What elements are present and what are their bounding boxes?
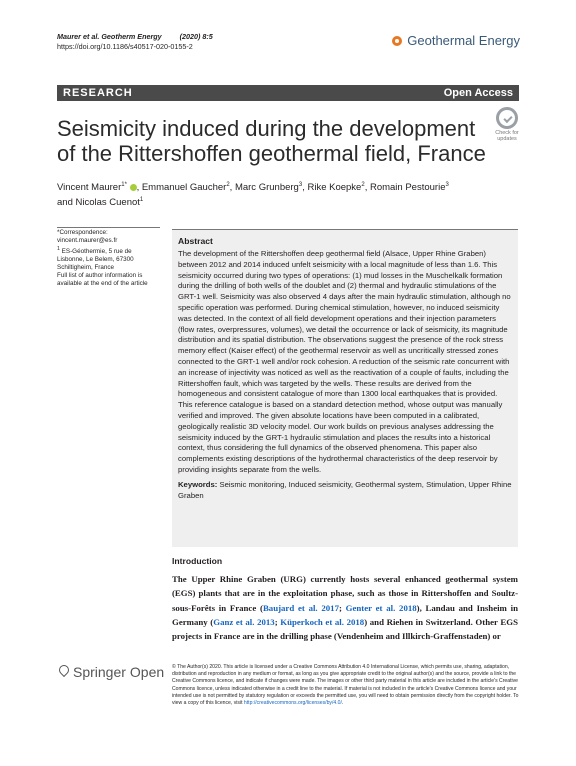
springer-horse-icon: [57, 665, 69, 679]
abstract-text: The development of the Rittershoffen deep geothermal field (Alsace, Upper Rhine Graben) between 2012 and 2014 induced unfelt seismicity with a local magnitude of less than 1.6. This seismicity occurred during two types of operations: (1) mud losses in the Muschelkalk formation during the drilling of both wells of the doublet and (2) thermal and hydraulic stimulations of the GRT-1 well. Seismicity was also observed 4 days after the main hydraulic stimulation, although no specific operation was performed. During chemical stimulation, however, no induced seismicity was detected. In the context of all field development operations and their injection parameters (flow rates, overpressures, volumes), we detail the occurrence or lack of seismicity, its magnitude distribution and its spatial distribution. The observations suggest the presence of the rock stress memory effect (Kaiser effect) of the geothermal reservoir as well as uncritically stressed zones connected to the GRT-1 well and/or rock cohesion. A reduction of the seismic rate concurrent with an increase of injectivity was noticed as well as the reactivation of a couple of faults, including the Rittershoffen fault, which was targeted by the wells. These results are derived from the homogeneous and consistent catalogue of more than 1300 local earthquakes that is provided. This reference catalogue is based on a standard detection method, whose output was manually verified and improved. The given absolute locations have been computed in a calibrated, geologically realistic 3D velocity model. Our work builds on previous analyses addressing the seismicity induced by the GRT-1 hydraulic stimulation and places the results into a historical context, thus considering the full dynamics of the observed phenomena. This paper also complements existing descriptions of the hydrothermal characteristics of the deep reservoir by providing insights separate from the wells.: [178, 249, 511, 474]
author-affil: 1: [139, 197, 144, 204]
introduction-heading: Introduction: [172, 556, 223, 566]
doi-link[interactable]: https://doi.org/10.1186/s40517-020-0155-2: [57, 42, 193, 51]
author-affil: 2: [226, 182, 230, 188]
section-bar: [57, 85, 519, 101]
geothermal-logo-icon: [392, 36, 402, 46]
article-title: Seismicity induced during the development of the Rittershoffen geothermal field, France: [57, 116, 486, 166]
license-text: © The Author(s) 2020. This article is licensed under a Creative Commons Attribution 4.0 International License, which permits use, sharing, adaptation, distribution and reproduction in any medium or format, as long as you give appropriate credit to the original author(s) and the source, provide a link to the Creative Commons licence, and indicate if changes were made. The images or other third party material in this article are included in the article's Creative Commons licence, unless indicated otherwise in a credit line to the material. If material is not included in the article's Creative Commons licence and your intended use is not permitted by statutory regulation or exceeds the permitted use, you will need to obtain permission directly from the copyright holder. To view a copy of this licence, visit: [172, 664, 519, 707]
citation-link[interactable]: Küperkoch et al. 2018: [280, 616, 365, 627]
intro-text-run: ;: [338, 602, 346, 613]
open-access-label: Open Access: [443, 87, 513, 99]
year-volume: (2020) 8:5: [179, 32, 213, 41]
intro-text-run: ;: [274, 616, 281, 627]
orcid-icon[interactable]: [130, 184, 137, 191]
license-notice: [172, 664, 519, 707]
journal-name: Maurer et al. Geotherm Energy: [57, 32, 162, 41]
author-name[interactable]: and Nicolas Cuenot: [57, 197, 140, 209]
correspondence-label: *Correspondence:: [57, 229, 108, 236]
correspondence-email[interactable]: vincent.maurer@es.fr: [57, 237, 118, 244]
author-affil: 3: [298, 182, 303, 188]
citation-link[interactable]: Baujard et al. 2017: [262, 602, 339, 613]
intro-text-run: The Upper Rhine Graben (URG) currently hosts several enhanced geothermal system (EGS) plants that are in the exploitation phase, such as those in Rittershoffen and Soultz-sous-Forêts in France (: [172, 574, 518, 613]
badge-line-1: Check for: [495, 130, 519, 136]
author-name[interactable]: , Romain Pestourie: [364, 182, 446, 194]
author-name[interactable]: , Rike Koepke: [302, 182, 362, 194]
author-info-note: Full list of author information is available at the end of the article: [57, 272, 148, 288]
author-name[interactable]: , Marc Grunberg: [229, 182, 299, 194]
author-affil: 2: [361, 182, 365, 188]
author-affil: 1*: [121, 182, 127, 188]
author-affil: 3: [445, 182, 449, 188]
author-name[interactable]: , Emmanuel Gaucher: [136, 182, 227, 194]
springer-open-logo[interactable]: [57, 664, 164, 680]
intro-text-run: ), Landau and Insheim in Germany (: [172, 602, 518, 627]
author-list: [57, 179, 517, 209]
correspondence-block: [57, 229, 160, 288]
keywords-list: Seismic monitoring, Induced seismicity, Geothermal system, Stimulation, Upper Rhine Graben: [178, 479, 512, 500]
abstract-box: [172, 229, 518, 547]
brand-name: Geothermal Energy: [407, 33, 520, 48]
article-type-label: RESEARCH: [63, 87, 133, 99]
keywords: [178, 480, 512, 502]
check-for-updates-badge[interactable]: [493, 107, 521, 141]
affiliation-number: 1: [57, 246, 60, 252]
citation-link[interactable]: Ganz et al. 2013: [213, 616, 275, 627]
author-name[interactable]: Vincent Maurer: [57, 182, 122, 194]
license-link[interactable]: http://creativecommons.org/licenses/by/4.0/: [243, 700, 342, 707]
springer-wordmark: Springer: [73, 664, 126, 680]
open-wordmark: Open: [129, 664, 165, 680]
keywords-label: Keywords:: [178, 479, 218, 489]
affiliation-text: ES-Géothermie, 5 rue de Lisbonne, Le Belem, 67300 Schiltigheim, France: [57, 248, 134, 272]
introduction-section: [172, 556, 518, 643]
license-end: .: [341, 700, 344, 707]
running-header: [57, 32, 213, 52]
correspondence-divider: [57, 227, 160, 228]
citation-link[interactable]: Genter et al. 2018: [345, 602, 417, 613]
check-updates-icon: [496, 107, 518, 129]
badge-line-2: updates: [497, 136, 517, 142]
abstract-heading: Abstract: [178, 236, 213, 246]
journal-brand[interactable]: [392, 33, 520, 48]
introduction-text: [172, 572, 518, 643]
intro-text-run: ) and Riehen in Switzerland. Other EGS projects in France are in the drilling phase (Vendenheim and Illkirch-Graffenstaden) or: [172, 616, 518, 642]
